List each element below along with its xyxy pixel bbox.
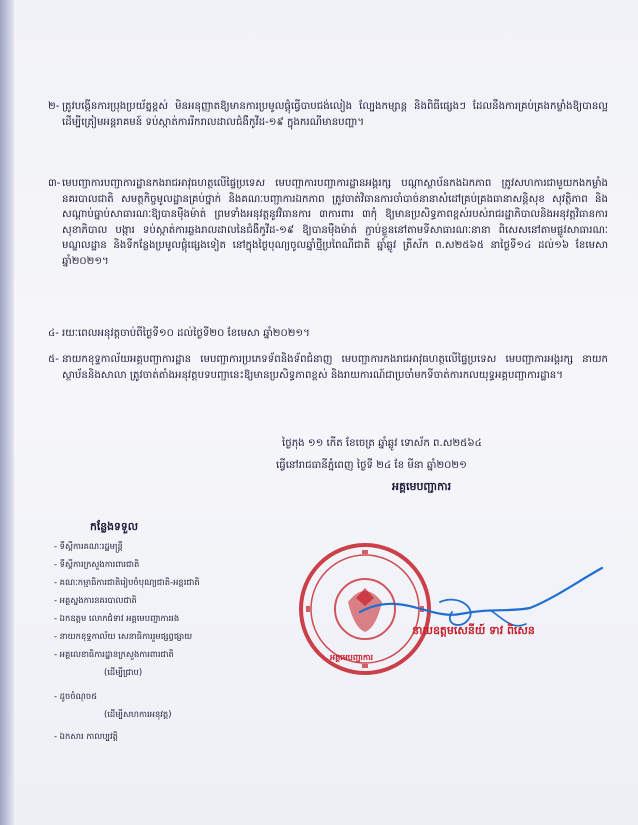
recipient-note: (ដើម្បីសហការអនុវត្ត)	[104, 709, 172, 719]
date-solar: ធ្វើនៅរាជធានីភ្នំពេញ ថ្ងៃទី ២៤ ខែ មីនា ឆ្នាំ២០២១	[276, 460, 467, 471]
recipients-title: កន្លែងទទួល	[90, 520, 138, 533]
item-number: ២-	[48, 101, 60, 112]
directive-item-3	[48, 176, 608, 269]
seal-caption: អគ្គមេបញ្ជាការ	[330, 653, 374, 662]
issuer-title: អគ្គមេបញ្ជាការ	[392, 480, 452, 493]
directive-item-4	[48, 326, 608, 342]
directive-item-2	[48, 99, 608, 130]
item-number: ៤-	[48, 328, 59, 339]
recipient-item: - ឯកឧត្តម លោកជំទាវ អគ្គមេបញ្ជាការរង	[54, 613, 180, 623]
recipient-item: - ដូចចំណុច៥	[54, 691, 98, 701]
item-text: មេបញ្ជាការបញ្ជាការដ្ឋានកងរាជអាវុធហត្ថលើផ្ទៃប្រទេស មេបញ្ជាការបញ្ជាការដ្ឋានអង្គរក្ស បណ្តាស្ថាប័នកងឯកភាព ត្រូវសហការជាមួយកងកម្លាំងនគរបាលជាតិ សមត្ថកិច្ចមូលដ្ឋានគ្រប់ថ្នាក់ និងគណៈបញ្ជាការឯកភាព ត្រូវចាត់វិធានការចាំបាច់នានាសំដៅគ្រប់គ្រងធានាសន្តិសុខ សុវត្ថិភាព និងសណ្តាប់ធ្នាប់សាធារណៈឱ្យបានម៉ឺងម៉ាត់ ព្រមទាំងអនុវត្តនូវវិធានការ ៣ការពារ ៣កុំ ឱ្យមានប្រសិទ្ធភាពខ្ពស់របស់រាជរដ្ឋាភិបាលនិងអនុវត្តវិធានការសុខាភិបាល បង្ការ ទប់ស្កាត់ការឆ្លងរាលដាលនៃជំងឺកូវីដ-១៩ ឱ្យបានម៉ឺងម៉ាត់ ភ្ជាប់ខ្លួននៅតាមទីសាធារណៈនានា ពិសេសនៅតាមផ្លូវសាធារណៈ មណ្ឌលដ្ឋាន និងទីកន្លែងប្រមូលផ្តុំផ្សេងទៀត នៅក្នុងថ្ងៃបុណ្យចូលឆ្នាំថ្មីប្រពៃណីជាតិ ឆ្នាំឆ្លូវ ត្រីស័ក ព.ស២៥៦៥ នាថ្ងៃទី១៤ ដល់១៦ ខែមេសា ឆ្នាំ២០២១។	[62, 178, 608, 267]
recipient-item: - អគ្គស្នងការនគរបាលជាតិ	[54, 595, 137, 605]
item-text: នាយកខុទ្ទកាល័យអគ្គបញ្ជាការដ្ឋាន មេបញ្ជាការប្រភេទទ័ពនិងទ័ពជំនាញ មេបញ្ជាការកងរាជអាវុធហត្ថលើផ្ទៃប្រទេស មេបញ្ជាការអង្គរក្ស នាយកស្ថាប័ននិងសាលា ត្រូវចាត់តាំងអនុវត្តបទបញ្ជានេះឱ្យមានប្រសិទ្ធភាពខ្ពស់ និងរាយការណ៍ជាប្រចាំមកទីចាត់ការកលយុទ្ធអគ្គបញ្ជាការដ្ឋាន។	[62, 354, 608, 381]
page-edge-shadow	[0, 0, 14, 825]
directive-item-5	[48, 352, 608, 383]
recipient-item: - គណៈកម្មាធិការជាតិរៀបចំបុណ្យជាតិ-អន្តរជាតិ	[54, 577, 200, 587]
recipient-item: - អគ្គលេខាធិការដ្ឋានក្រសួងការពារជាតិ	[54, 649, 174, 659]
item-number: ៥-	[48, 354, 59, 365]
signatory-name: នាយឧត្តមសេនីយ៍ ទាវ ពិសេន	[412, 624, 535, 637]
recipient-item: - ទីស្តីការក្រសួងការពារជាតិ	[54, 559, 140, 569]
date-lunar: ថ្ងៃភុង ១១ កើត ខែចេត្រ ឆ្នាំឆ្លូវ ទោស័ក ព.ស២៥៦៤	[282, 438, 482, 449]
recipient-item: - ទីស្តីការគណៈរដ្ឋមន្ត្រី	[54, 541, 123, 551]
item-text: រយៈពេលអនុវត្តចាប់ពីថ្ងៃទី១០ ដល់ថ្ងៃទី២០ ខែមេសា ឆ្នាំ២០២១។	[62, 328, 310, 339]
recipient-note: (ដើម្បីជ្រាប)	[104, 667, 143, 677]
item-number: ៣-	[48, 178, 61, 189]
recipient-item: - នាយកខុទ្ទកាល័យ សេនាធិការរួមផ្សព្វផ្សាយ	[54, 631, 193, 641]
recipient-item: - ឯកសារ កាលប្បវត្តិ	[54, 731, 119, 741]
item-text: ត្រូវបង្កើនការប្រុងប្រយ័ត្នខ្ពស់ មិនអនុញ្ញាតឱ្យមានការប្រមូលផ្តុំធ្វើបាបជង់លៀង ល្បែងកម្សាន្ត និងពិធីផ្សេងៗ ដែលនឹងការគ្រប់គ្រងកម្លាំងឱ្យបានល្អ ដើម្បីត្រៀមអន្តរាគមន៍ ទប់ស្កាត់ការរីករាលដាលជំងឺកូវីដ-១៩ ក្នុងករណីមានបញ្ហា។	[62, 101, 608, 128]
